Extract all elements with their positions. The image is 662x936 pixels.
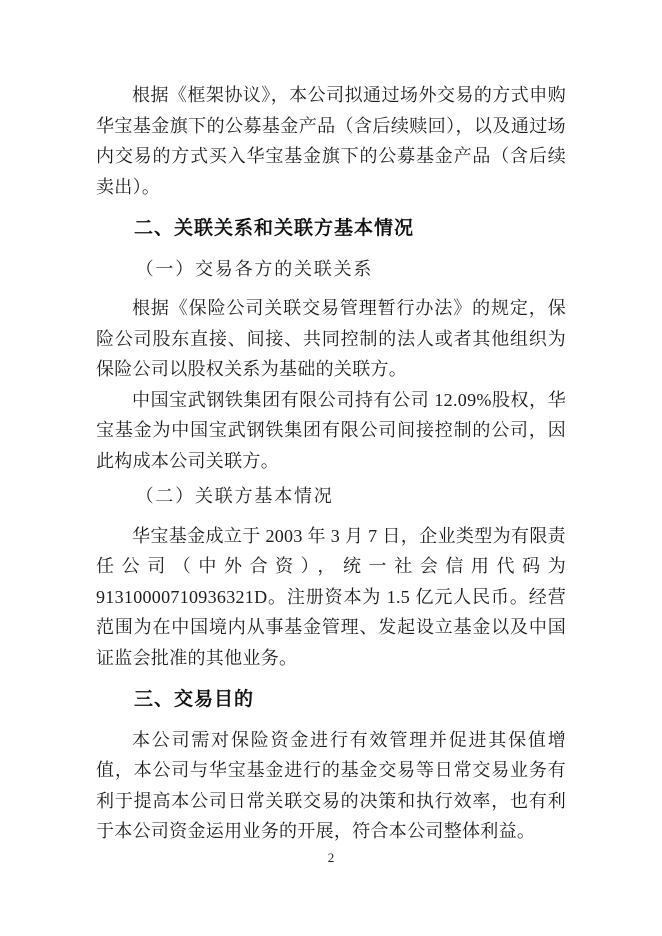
section3-heading: 三、交易目的 bbox=[134, 689, 255, 710]
section2-sub1-paragraph-1: 根据《保险公司关联交易管理暂行办法》的规定，保险公司股东直接、间接、共同控制的法人或者其他组织为保险公司以股权关系为基础的关联方。 bbox=[96, 298, 566, 379]
section3-paragraph-1: 本公司需对保险资金进行有效管理并促进其保值增值，本公司与华宝基金进行的基金交易等日常交易业务有利于提高本公司日常关联交易的决策和执行效率，也有利于本公司资金运用业务的开展，符合本公司整体利益。 bbox=[96, 729, 566, 841]
page-number: 2 bbox=[327, 850, 335, 865]
section2-sub1-heading: （一）交易各方的关联关系 bbox=[135, 258, 374, 279]
section2-heading: 二、关联关系和关联方基本情况 bbox=[134, 218, 415, 239]
section2-sub2-heading: （二）关联方基本情况 bbox=[135, 486, 334, 506]
section2-sub2-paragraph-1: 华宝基金成立于 2003 年 3 月 7 日，企业类型为有限责任公司（中外合资），统一社会信用代码为 91310000710936321D。注册资本为 1.5 亿元人民币。经营范围为在中国境内从事基金管理、发起设立基金以及中国证监会批准的其他业务。 bbox=[96, 525, 566, 668]
intro-paragraph: 根据《框架协议》，本公司拟通过场外交易的方式申购华宝基金旗下的公募基金产品（含后续赎回），以及通过场内交易的方式买入华宝基金旗下的公募基金产品（含后续卖出）。 bbox=[96, 85, 566, 197]
section2-sub1-paragraph-2: 中国宝武钢铁集团有限公司持有公司 12.09%股权，华宝基金为中国宝武钢铁集团有限公司间接控制的公司，因此构成本公司关联方。 bbox=[96, 389, 566, 471]
